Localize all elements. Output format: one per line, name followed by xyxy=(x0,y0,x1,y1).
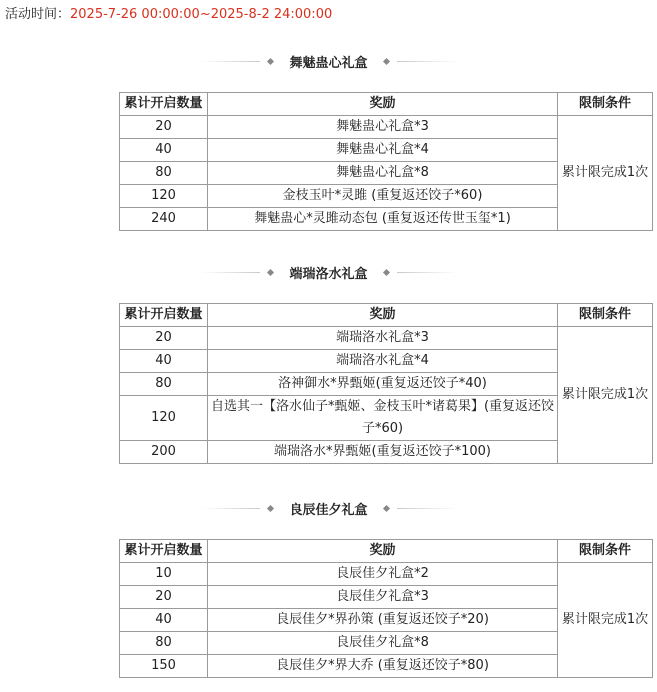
row-limit: 累计限完成1次 xyxy=(558,116,653,231)
table-row xyxy=(120,116,653,139)
row-reward: 舞魅蛊心*灵雎动态包 (重复返还传世玉玺*1) xyxy=(208,208,558,231)
row-reward: 端瑞洛水*界甄姬(重复返还饺子*100) xyxy=(208,441,558,464)
row-reward: 良辰佳夕礼盒*2 xyxy=(208,563,558,586)
row-limit: 累计限完成1次 xyxy=(558,327,653,464)
diamond-icon xyxy=(382,268,389,275)
row-count: 20 xyxy=(120,116,208,139)
row-reward: 端瑞洛水礼盒*3 xyxy=(208,327,558,350)
row-reward: 舞魅蛊心礼盒*3 xyxy=(208,116,558,139)
row-count: 80 xyxy=(120,373,208,396)
section-title-1 xyxy=(0,51,657,71)
table-header-row xyxy=(120,93,653,116)
table-row xyxy=(120,327,653,350)
header-count: 累计开启数量 xyxy=(120,540,208,563)
header-limit: 限制条件 xyxy=(558,93,653,116)
activity-time xyxy=(5,6,332,24)
row-count: 20 xyxy=(120,327,208,350)
header-count: 累计开启数量 xyxy=(120,304,208,327)
row-reward: 金枝玉叶*灵雎 (重复返还饺子*60) xyxy=(208,185,558,208)
header-limit: 限制条件 xyxy=(558,304,653,327)
section-title-3 xyxy=(0,498,657,518)
table-header-row xyxy=(120,540,653,563)
activity-time-value: 2025-7-26 00:00:00~2025-8-2 24:00:00 xyxy=(70,7,333,22)
header-reward: 奖励 xyxy=(208,540,558,563)
row-count: 40 xyxy=(120,350,208,373)
activity-time-label: 活动时间： xyxy=(5,7,71,22)
table-header-row xyxy=(120,304,653,327)
title-divider-left xyxy=(200,508,260,509)
row-reward: 良辰佳夕礼盒*3 xyxy=(208,586,558,609)
row-count: 80 xyxy=(120,632,208,655)
row-count: 80 xyxy=(120,162,208,185)
section-title-2 xyxy=(0,262,657,282)
row-count: 240 xyxy=(120,208,208,231)
row-count: 120 xyxy=(120,396,208,441)
row-reward: 良辰佳夕*界大乔 (重复返还饺子*80) xyxy=(208,655,558,678)
title-divider-right xyxy=(397,61,457,62)
title-divider-left xyxy=(200,272,260,273)
row-reward: 端瑞洛水礼盒*4 xyxy=(208,350,558,373)
row-reward: 舞魅蛊心礼盒*8 xyxy=(208,162,558,185)
reward-table-1 xyxy=(119,92,653,231)
title-divider-right xyxy=(397,508,457,509)
diamond-icon xyxy=(267,268,274,275)
row-reward: 良辰佳夕礼盒*8 xyxy=(208,632,558,655)
row-count: 10 xyxy=(120,563,208,586)
row-reward: 洛神御水*界甄姬(重复返还饺子*40) xyxy=(208,373,558,396)
section-title-text: 端瑞洛水礼盒 xyxy=(289,266,368,282)
header-reward: 奖励 xyxy=(208,304,558,327)
title-divider-right xyxy=(397,272,457,273)
row-count: 120 xyxy=(120,185,208,208)
reward-table-2 xyxy=(119,303,653,464)
title-divider-left xyxy=(200,61,260,62)
diamond-icon xyxy=(267,504,274,511)
row-count: 200 xyxy=(120,441,208,464)
diamond-icon xyxy=(382,57,389,64)
diamond-icon xyxy=(267,57,274,64)
header-reward: 奖励 xyxy=(208,93,558,116)
section-title-text: 舞魅蛊心礼盒 xyxy=(289,55,368,71)
row-reward: 自选其一【洛水仙子*甄姬、金枝玉叶*诸葛果】(重复返还饺子*60) xyxy=(208,396,558,441)
reward-table-3 xyxy=(119,539,653,678)
header-limit: 限制条件 xyxy=(558,540,653,563)
row-reward: 良辰佳夕*界孙策 (重复返还饺子*20) xyxy=(208,609,558,632)
row-count: 40 xyxy=(120,139,208,162)
section-title-text: 良辰佳夕礼盒 xyxy=(289,502,368,518)
header-count: 累计开启数量 xyxy=(120,93,208,116)
row-limit: 累计限完成1次 xyxy=(558,563,653,678)
row-count: 20 xyxy=(120,586,208,609)
row-count: 150 xyxy=(120,655,208,678)
table-row xyxy=(120,563,653,586)
row-count: 40 xyxy=(120,609,208,632)
diamond-icon xyxy=(382,504,389,511)
row-reward: 舞魅蛊心礼盒*4 xyxy=(208,139,558,162)
